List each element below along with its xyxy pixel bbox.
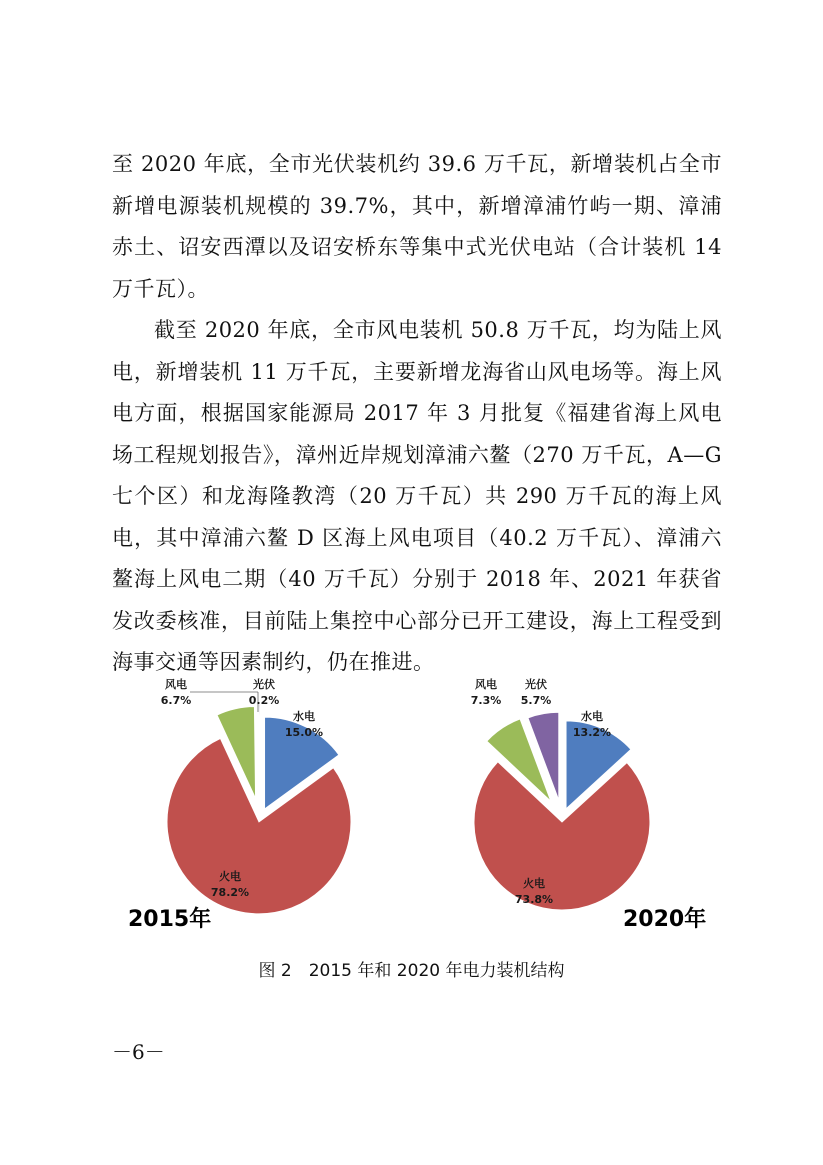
label-thermal-pct-2015: 78.2%	[210, 886, 250, 899]
slice-solar-2015	[259, 704, 260, 796]
label-solar-pct-2015: 0.2%	[248, 694, 280, 707]
year-label-2015: 2015年	[128, 907, 212, 932]
label-hydro-pct-2015: 15.0%	[284, 726, 324, 739]
slice-thermal-2020	[474, 762, 650, 910]
label-solar-name-2015: 光伏	[253, 678, 275, 691]
label-wind-pct-2015: 6.7%	[160, 694, 192, 707]
page-number: －6－	[112, 1040, 165, 1064]
label-wind-name-2020: 风电	[475, 678, 497, 691]
label-thermal-pct-2020: 73.8%	[514, 893, 554, 906]
label-thermal-name-2020: 火电	[523, 877, 545, 890]
label-hydro-name-2020: 水电	[581, 710, 603, 723]
label-solar-pct-2020: 5.7%	[520, 694, 552, 707]
label-thermal-name-2015: 火电	[219, 870, 241, 883]
pie-chart-2015	[110, 668, 410, 948]
label-wind-name-2015: 风电	[165, 678, 187, 691]
pie-chart-2020	[410, 668, 710, 948]
label-hydro-name-2015: 水电	[293, 710, 315, 723]
label-solar-name-2020: 光伏	[525, 678, 547, 691]
figure-caption: 图 2 2015 年和 2020 年电力装机结构	[258, 961, 565, 981]
label-hydro-pct-2020: 13.2%	[572, 726, 612, 739]
paragraph-solar: 至 2020 年底，全市光伏装机约 39.6 万千瓦，新增装机占全市新增电源装机规模的 39.7%，其中，新增漳浦竹屿一期、漳浦赤土、诏安西潭以及诏安桥东等集中式光伏电站（合计装机 14 万千瓦）。	[112, 152, 722, 301]
paragraph-wind: 截至 2020 年底，全市风电装机 50.8 万千瓦，均为陆上风电，新增装机 11 万千瓦，主要新增龙海省山风电场等。海上风电方面，根据国家能源局 2017 年 3 月批复《福建省海上风电场工程规划报告》，漳州近岸规划漳浦六鳌（270 万千瓦，A—G 七个区）和龙海隆教湾（20 万千瓦）共 290 万千瓦的海上风电，其中漳浦六鳌 D 区海上风电项目（40.2 万千瓦）、漳浦六鳌海上风电二期（40 万千瓦）分别于 2018 年、2021 年获省发改委核准，目前陆上集控中心部分已开工建设，海上工程受到海事交通等因素制约，仍在推进。	[112, 318, 722, 674]
label-wind-pct-2020: 7.3%	[470, 694, 502, 707]
year-label-2020: 2020年	[623, 907, 707, 932]
